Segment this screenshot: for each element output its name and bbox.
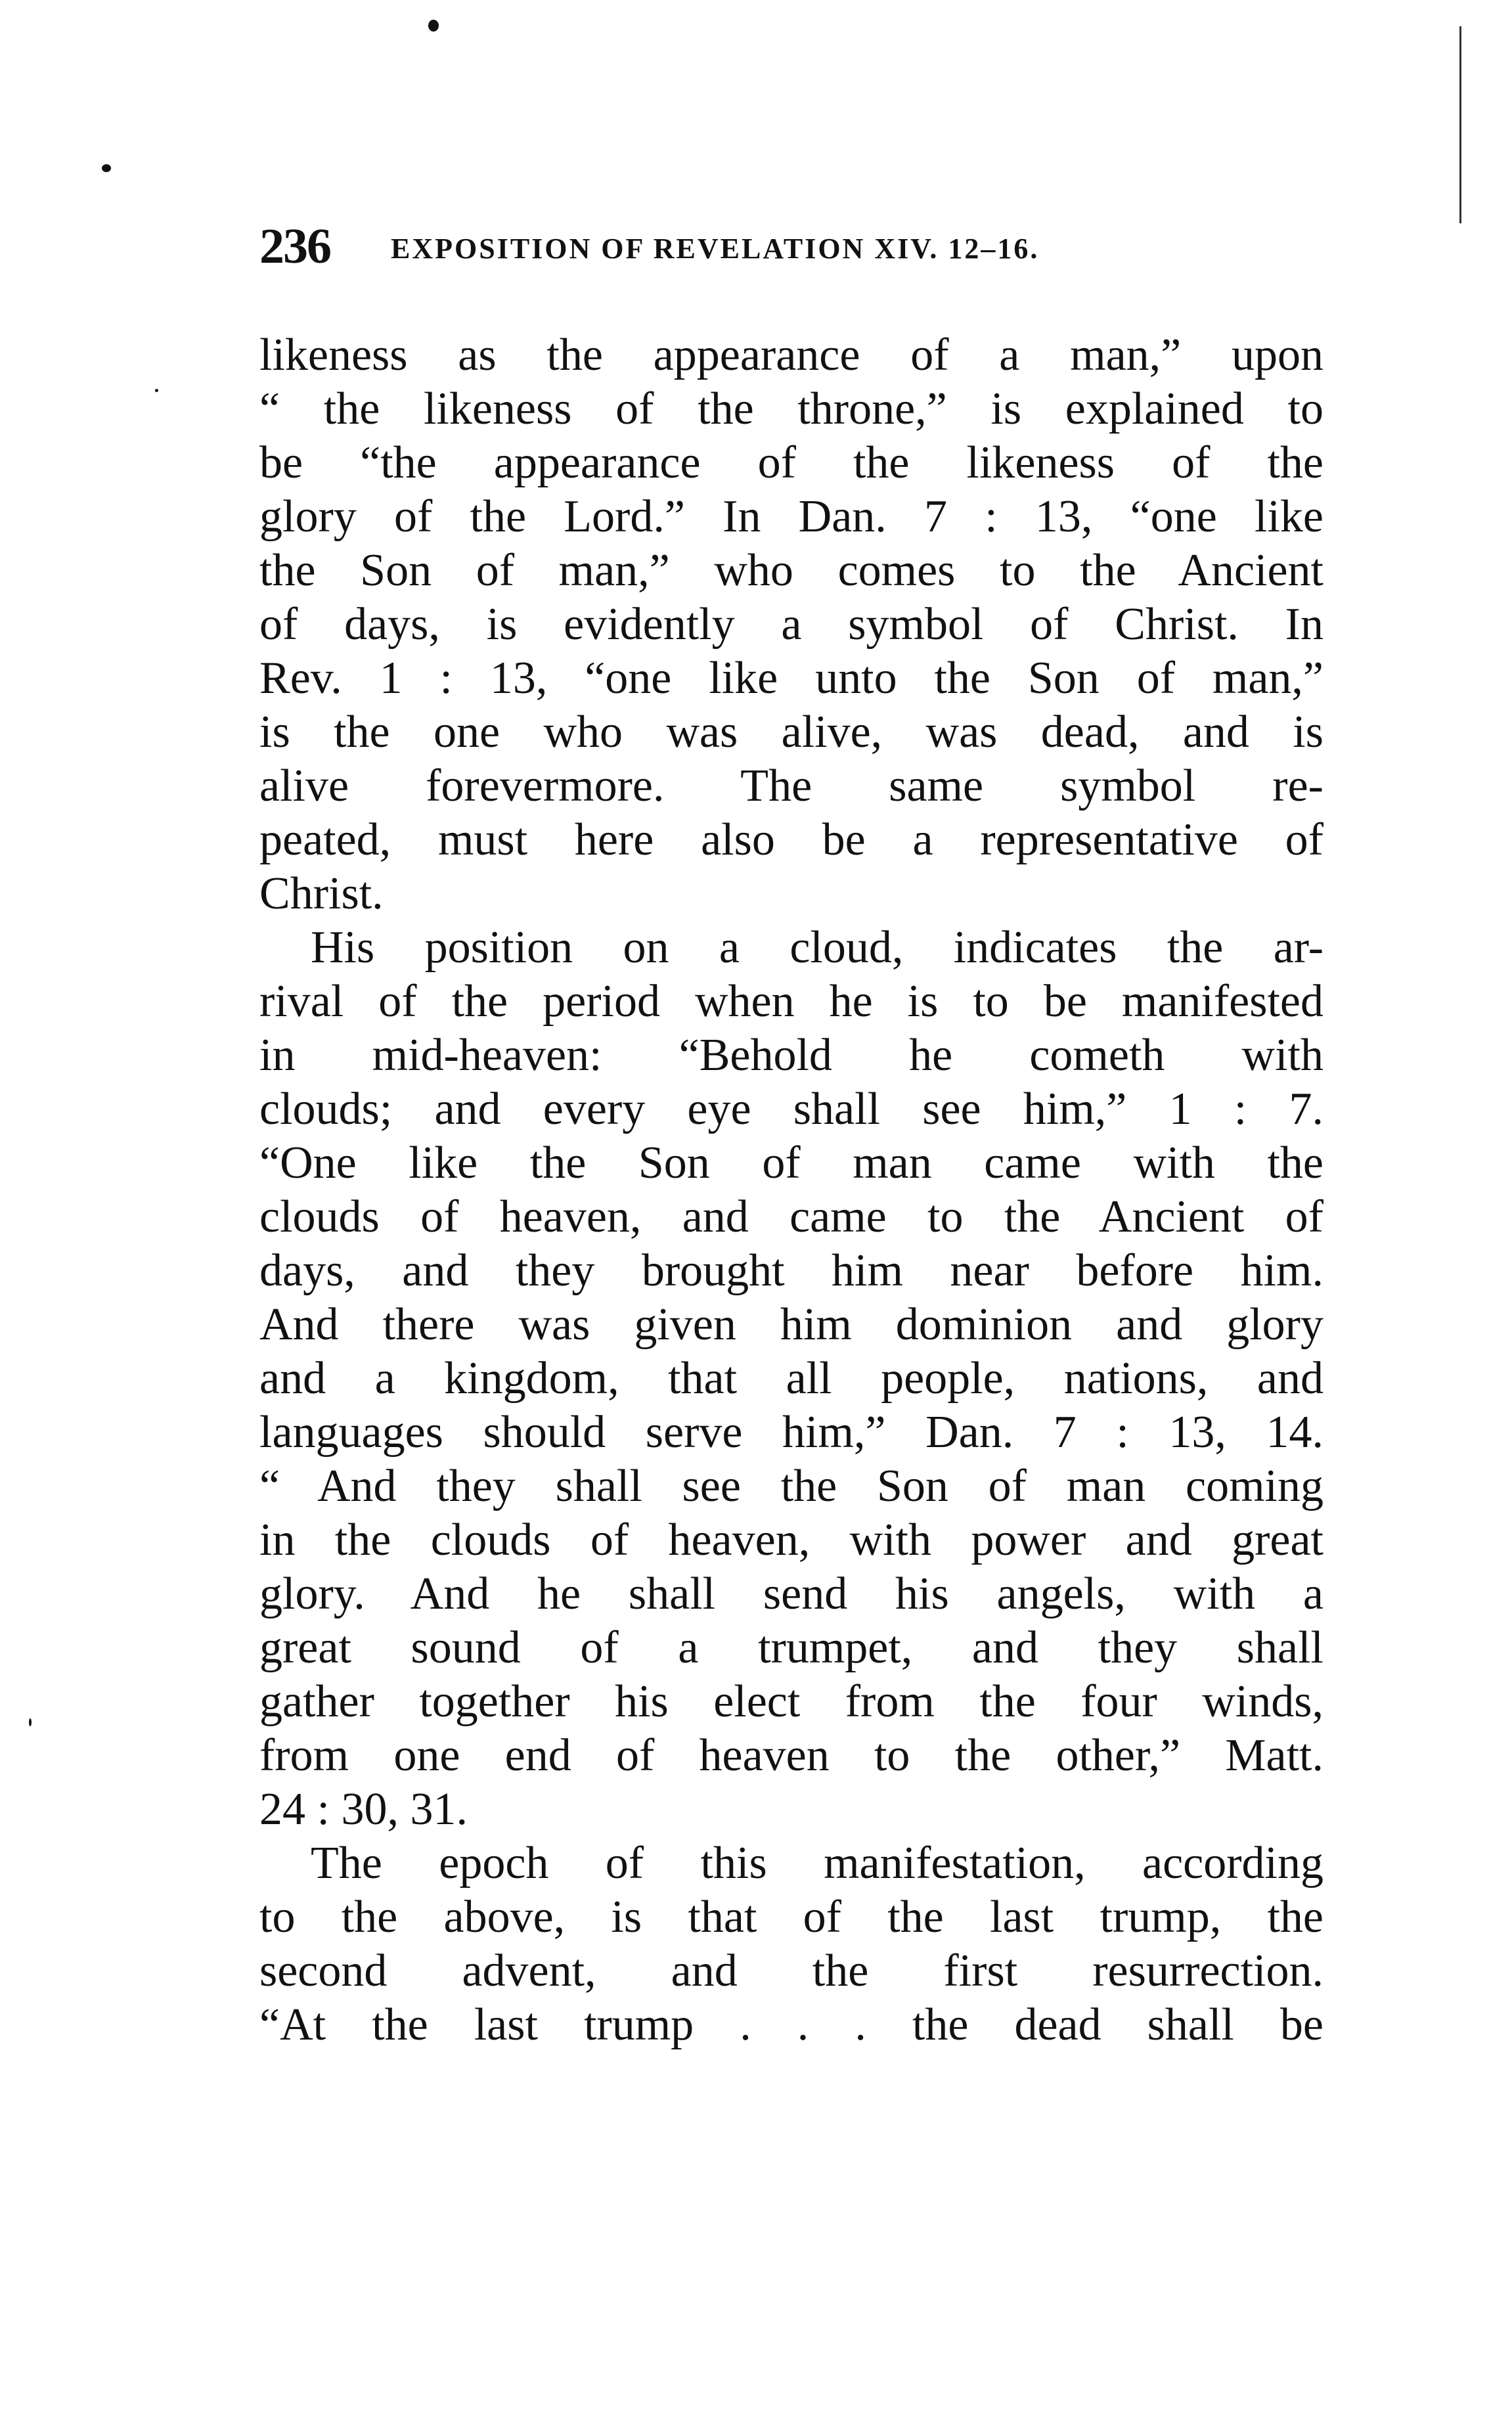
text-line: And there was given him dominion and glory <box>259 1299 1323 1350</box>
text-line: second advent, and the first resurrection. <box>259 1946 1323 1996</box>
text-line: gather together his elect from the four winds, <box>259 1676 1323 1727</box>
text-line: in the clouds of heaven, with power and great <box>259 1515 1323 1565</box>
text-line: great sound of a trumpet, and they shall <box>259 1622 1323 1673</box>
text-line: days, and they brought him near before him. <box>259 1245 1323 1296</box>
scan-speck <box>29 1718 32 1726</box>
text-line: and a kingdom, that all people, nations, and <box>259 1353 1323 1404</box>
text-line: clouds; and every eye shall see him,” 1 : 7. <box>259 1084 1323 1134</box>
text-line: in mid-heaven: “Behold he cometh with <box>259 1030 1323 1081</box>
text-line: “One like the Son of man came with the <box>259 1138 1323 1188</box>
text-line: glory of the Lord.” In Dan. 7 : 13, “one like <box>259 491 1323 542</box>
paragraph-start-line: His position on a cloud, indicates the ar- <box>311 922 1323 973</box>
text-line: peated, must here also be a representative of <box>259 815 1323 865</box>
text-line: Rev. 1 : 13, “one like unto the Son of man,” <box>259 653 1323 704</box>
scan-speck <box>155 389 158 392</box>
running-title: EXPOSITION OF REVELATION XIV. 12–16. <box>391 233 1040 265</box>
scan-speck <box>428 20 439 32</box>
page-edge-line <box>1459 26 1461 223</box>
text-line: clouds of heaven, and came to the Ancient of <box>259 1192 1323 1242</box>
text-line: to the above, is that of the last trump, the <box>259 1892 1323 1942</box>
text-line: likeness as the appearance of a man,” upon <box>259 330 1323 380</box>
text-line: from one end of heaven to the other,” Matt. <box>259 1730 1323 1781</box>
text-line: be “the appearance of the likeness of the <box>259 437 1323 488</box>
text-line: the Son of man,” who comes to the Ancient <box>259 545 1323 596</box>
paragraph-start-line: The epoch of this manifestation, according <box>311 1838 1323 1888</box>
text-line: “ the likeness of the throne,” is explained to <box>259 384 1323 434</box>
text-line: glory. And he shall send his angels, with a <box>259 1569 1323 1619</box>
page-number: 236 <box>259 219 330 274</box>
text-line: “At the last trump . . . the dead shall be <box>259 1999 1323 2050</box>
text-line: “ And they shall see the Son of man coming <box>259 1461 1323 1511</box>
paragraph-end-line: Christ. <box>259 868 384 919</box>
text-line: is the one who was alive, was dead, and is <box>259 707 1323 757</box>
body-text <box>259 328 1323 2052</box>
scan-speck <box>102 164 111 172</box>
running-header <box>259 217 1323 276</box>
text-line: of days, is evidently a symbol of Christ. In <box>259 599 1323 650</box>
text-line: languages should serve him,” Dan. 7 : 13, 14. <box>259 1407 1323 1458</box>
text-line: rival of the period when he is to be manifested <box>259 976 1323 1027</box>
paragraph-end-line: 24 : 30, 31. <box>259 1784 468 1835</box>
text-line: alive forevermore. The same symbol re- <box>259 761 1323 811</box>
